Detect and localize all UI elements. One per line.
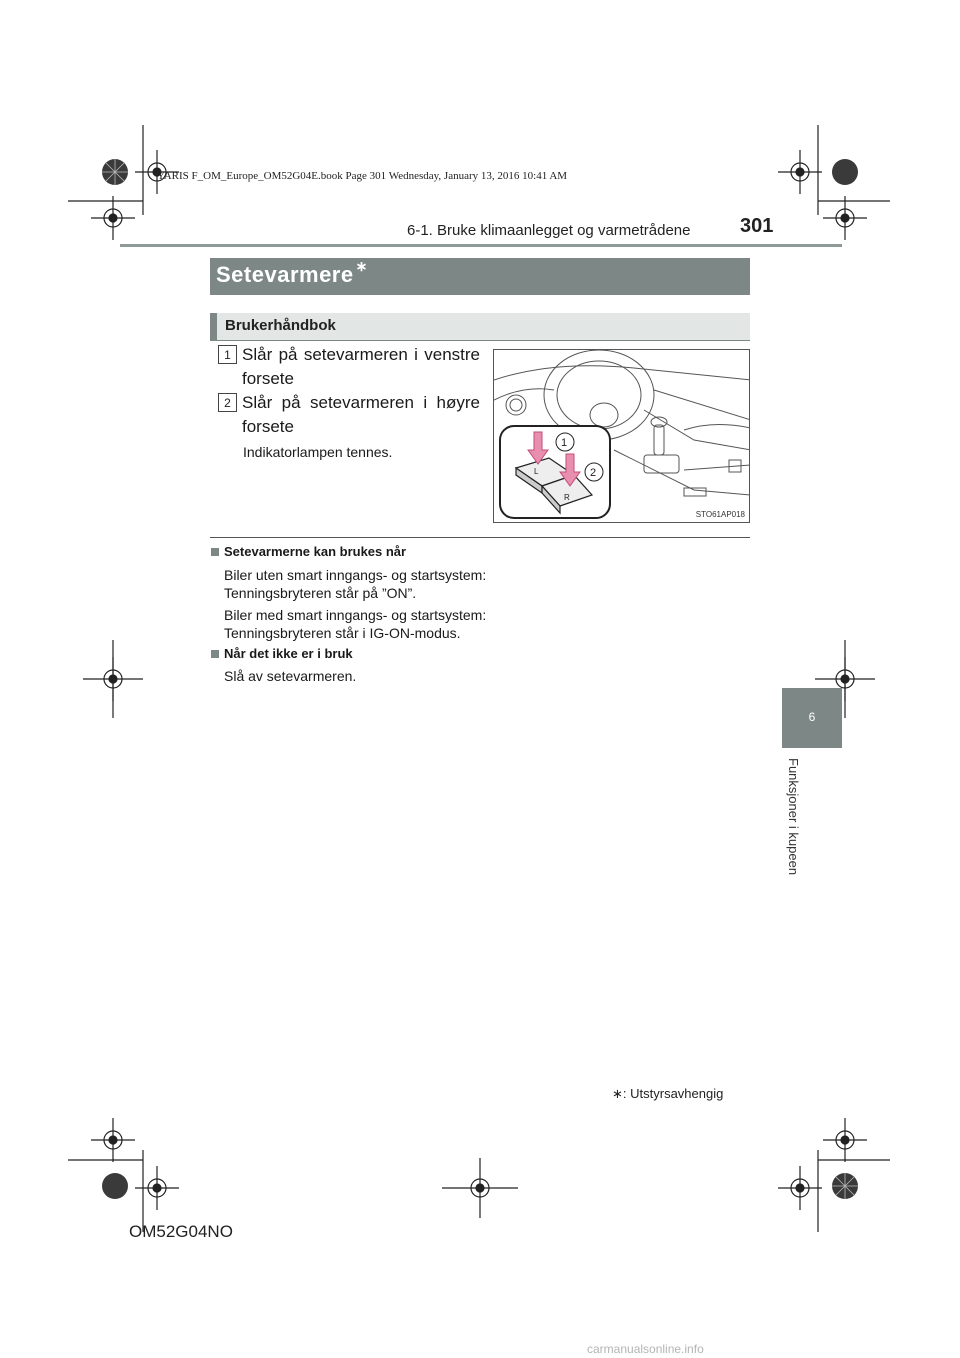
indicator-note: Indikatorlampen tennes.	[243, 444, 393, 460]
section-star: ∗	[355, 258, 368, 274]
chapter-label: Funksjoner i kupeen	[786, 758, 801, 876]
bullet-heading-1: Setevarmerne kan brukes når	[224, 544, 407, 559]
bullet-marker-1	[211, 548, 219, 556]
bullet-line: Biler med smart inngangs- og startsystem:	[224, 607, 487, 623]
content-divider	[210, 537, 750, 538]
step-text-1: Slår på setevarmeren i venstre forsete	[242, 345, 480, 388]
bullet-marker-2	[211, 650, 219, 658]
bullet-paragraph-1a	[224, 566, 486, 602]
footnote-star: ∗	[612, 1086, 623, 1101]
header-rule	[120, 244, 842, 247]
step-number-1: 1	[218, 345, 237, 364]
section-title	[216, 258, 368, 288]
watermark: carmanualsonline.info	[587, 1342, 704, 1356]
footnote-text: : Utstyrsavhengig	[622, 1086, 724, 1101]
footnote	[612, 1086, 723, 1102]
subsection-rule	[210, 340, 750, 341]
bullet-paragraph-2a	[224, 667, 356, 685]
subsection-title: Brukerhåndbok	[225, 317, 336, 334]
print-info: YARIS F_OM_Europe_OM52G04E.book Page 301 Wednesday, January 13, 2016 10:41 AM	[157, 170, 568, 182]
subsection-header	[210, 313, 750, 340]
bullet-line: Slå av setevarmeren.	[224, 668, 357, 684]
chapter-tab	[782, 688, 842, 748]
illustration-code: STO61AP018	[695, 510, 745, 519]
dashboard-drawing	[494, 350, 750, 523]
header-title: 6-1. Bruke klimaanlegget og varmetrådene	[407, 222, 691, 239]
seat-heater-illustration	[493, 349, 750, 523]
callout-1: 1	[561, 437, 568, 449]
bullet-paragraph-1b	[224, 606, 486, 642]
switch-right-label: R	[564, 493, 570, 502]
chapter-number: 6	[808, 710, 816, 724]
callout-2: 2	[590, 467, 597, 479]
switch-left-label: L	[534, 467, 539, 476]
document-code: OM52G04NO	[129, 1222, 233, 1241]
bullet-line: Tenningsbryteren står i IG-ON-modus.	[224, 625, 461, 641]
bullet-line: Biler uten smart inngangs- og startsystem:	[224, 567, 487, 583]
page-number: 301	[740, 215, 774, 237]
section-header	[210, 258, 750, 295]
section-title-text: Setevarmere	[216, 262, 354, 287]
bullet-line: Tenningsbryteren står på ”ON”.	[224, 585, 417, 601]
step-text-2: Slår på setevarmeren i høyre forsete	[242, 393, 480, 436]
step-number-2: 2	[218, 393, 237, 412]
bullet-heading-2: Når det ikke er i bruk	[224, 646, 353, 661]
